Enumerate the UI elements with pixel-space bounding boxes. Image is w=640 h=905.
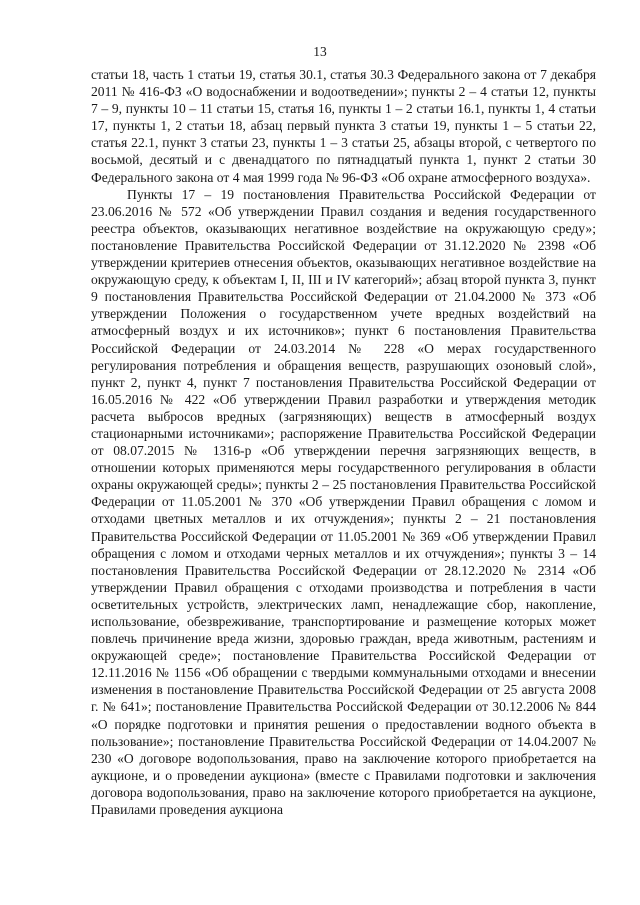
paragraph-regulations-list: Пункты 17 – 19 постановления Правительства Российской Федерации от 23.06.2016 № 572 «Об утверждении Правил создания и ведения государственного реестра объектов, оказывающих негативное воздействие на окружающую среду»; постановление Правительства Российской Федерации от 31.12.2020 № 2398 «Об утверждении критериев отнесения объектов, оказывающих негативное воздействие на окружающую среду, к объектам I, II, III и IV категорий»; абзац второй пункта 3, пункт 9 постановления Правительства Российской Федерации от 21.04.2000 № 373 «Об утверждении Положения о государственном учете вредных воздействий на атмосферный воздух и их источников»; пункт 6 постановления Правительства Российской Федерации от 24.03.2014 № 228 «О мерах государственного регулирования потребления и обращения веществ, разрушающих озоновый слой», пункт 2, пункт 4, пункт 7 постановления Правительства Российской Федерации от 16.05.2016 № 422 «Об утверждении Правил разработки и утверждения методик расчета выбросов вредных (загрязняющих) веществ в атмосферный воздух стационарными источниками»; распоряжение Правительства Российской Федерации от 08.07.2015 № 1316-р «Об утверждении перечня загрязняющих веществ, в отношении которых применяются меры государственного регулирования в области охраны окружающей среды»; пункты 2 – 25 постановления Правительства Российской Федерации от 11.05.2001 № 370 «Об утверждении Правил обращения с ломом и отходами цветных металлов и их отчуждения»; пункты 2 – 21 постановления Правительства Российской Федерации от 11.05.2001 № 369 «Об утверждении Правил обращения с ломом и отходами черных металлов и их отчуждения»; пункты 3 – 14 постановления Правительства Российской Федерации от 28.12.2020 № 2314 «Об утверждении Правил обращения с отходами производства и потребления в части осветительных устройств, электрических ламп, ненадлежащие сбор, накопление, использование, обезвреживание, транспортирование и размещение которых может повлечь причинение вреда жизни, здоровью граждан, вреда животным, растениям и окружающей среде»; постановление Правительства Российской Федерации от 12.11.2016 № 1156 «Об обращении с твердыми коммунальными отходами и внесении изменения в постановление Правительства Российской Федерации от 25 августа 2008 г. № 641»; постановление Правительства Российской Федерации от 30.12.2006 № 844 «О порядке подготовки и принятия решения о предоставлении водного объекта в пользование»; постановление Правительства Российской Федерации от 14.04.2007 № 230 «О договоре водопользования, право на заключение которого приобретается на аукционе, и о проведении аукциона» (вместе с Правилами подготовки и заключения договора водопользования, право на заключение которого приобретается на аукционе, Правилами проведения аукциона [91,186,596,818]
page-number: 13 [313,44,327,59]
paragraph-continuation: статьи 18, часть 1 статьи 19, статья 30.1, статья 30.3 Федерального закона от 7 декабря 2011 № 416-ФЗ «О водоснабжении и водоотведении»; пункты 2 – 4 статьи 12, пункты 7 – 9, пункты 10 – 11 статьи 15, статья 16, пункты 1 – 2 статьи 16.1, пункты 1, 4 статьи 17, пункты 1, 2 статьи 18, абзац первый пункта 3 статьи 19, пункты 1 – 5 статьи 22, статья 22.1, пункт 3 статьи 23, пункты 1 – 3 статьи 25, абзацы второй, с четвертого по восьмой, десятый и с двенадцатого по пятнадцатый пункта 1, пункт 2 статьи 30 Федерального закона от 4 мая 1999 года № 96-ФЗ «Об охране атмосферного воздуха». [91,67,596,185]
document-body [91,66,596,818]
